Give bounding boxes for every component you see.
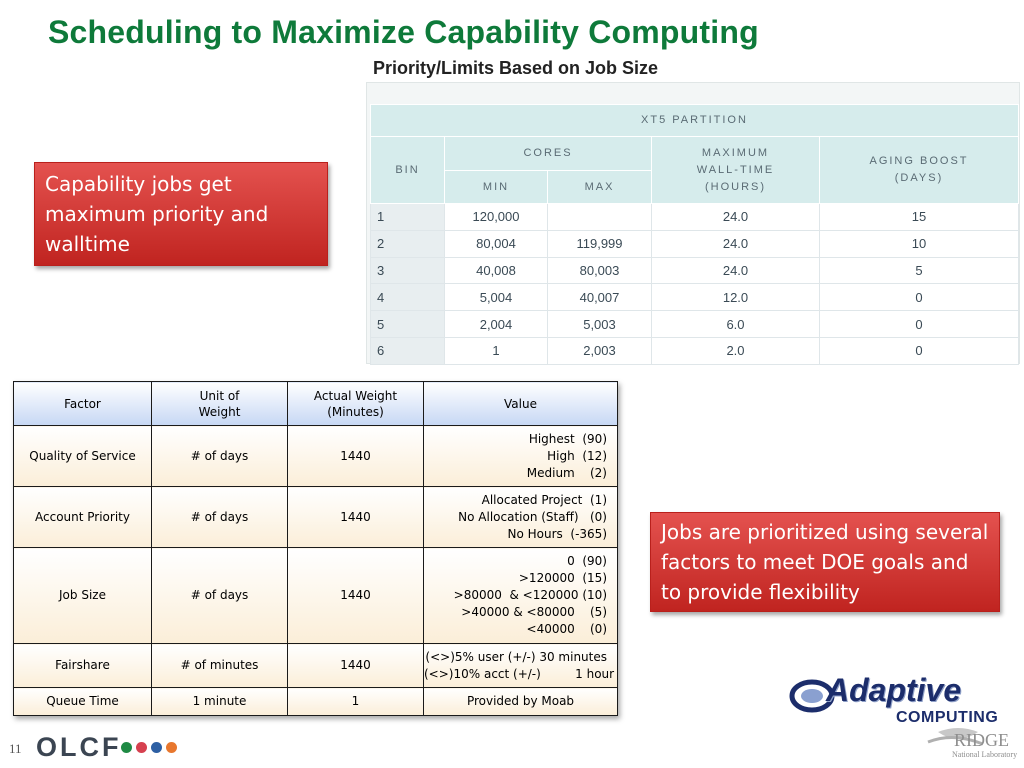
value-cell: Provided by Moab: [424, 688, 618, 716]
value-line: High (12): [547, 448, 607, 463]
unit-cell: # of days: [152, 426, 288, 487]
bin-cell: 4: [371, 284, 445, 311]
bin-header: BIN: [371, 137, 445, 204]
logo-dot-red: [136, 742, 147, 753]
value-cell: [424, 548, 618, 644]
value-line: >120000 (15): [518, 571, 607, 585]
bin-cell: 1: [371, 204, 445, 231]
aging-header-line1: AGING BOOST: [869, 155, 969, 167]
factor-cell: Fairshare: [14, 644, 152, 688]
unit-cell: 1 minute: [152, 688, 288, 716]
walltime-cell: 2.0: [652, 337, 820, 364]
walltime-header-line1: MAXIMUM: [701, 146, 770, 159]
min-cell: 80,004: [445, 230, 548, 257]
table-row: [371, 311, 1019, 338]
weight-header-line1: Actual Weight: [313, 388, 398, 403]
priority-table-heading: Priority/Limits Based on Job Size: [373, 58, 659, 78]
olcf-logo: OLCF: [36, 732, 122, 762]
adaptive-logo-word: Adaptive: [826, 672, 962, 708]
weight-cell: 1440: [288, 548, 424, 644]
table-row: [371, 284, 1019, 311]
cores-max-header: MAX: [548, 171, 652, 204]
ornl-logo-word: RIDGE: [954, 730, 1009, 750]
value-line: Highest (90): [528, 431, 607, 446]
factors-callout: Jobs are prioritized using several factors to meet DOE goals and to provide flexibility: [650, 512, 1000, 612]
factor-cell: Quality of Service: [14, 426, 152, 487]
table-row: [371, 337, 1019, 364]
partition-header: XT5 PARTITION: [371, 105, 1019, 137]
aging-header: [820, 137, 1019, 204]
min-cell: 5,004: [445, 284, 548, 311]
table-row: [14, 548, 618, 644]
walltime-cell: 12.0: [652, 284, 820, 311]
value-cell: [424, 644, 618, 688]
value-line: 0 (90): [567, 554, 607, 568]
walltime-header-line3: (HOURS): [704, 180, 767, 193]
bin-cell: 5: [371, 311, 445, 338]
walltime-cell: 6.0: [652, 311, 820, 338]
unit-header-line1: Unit of: [199, 388, 240, 403]
unit-cell: # of days: [152, 487, 288, 548]
weight-cell: 1440: [288, 487, 424, 548]
bin-cell: 6: [371, 337, 445, 364]
factor-header: Factor: [14, 382, 152, 426]
walltime-cell: 24.0: [652, 257, 820, 284]
walltime-cell: 24.0: [652, 204, 820, 231]
value-line: Medium (2): [526, 465, 607, 480]
factor-cell: Account Priority: [14, 487, 152, 548]
max-cell: [548, 204, 652, 231]
value-cell: [424, 487, 618, 548]
weight-header-line2: (Minutes): [327, 404, 384, 419]
weight-cell: 1: [288, 688, 424, 716]
cores-header: CORES: [445, 137, 652, 171]
factor-cell: Job Size: [14, 548, 152, 644]
value-line: (<>)10% acct (+/-) 1 hour: [424, 666, 615, 681]
aging-cell: 15: [820, 204, 1019, 231]
value-header: Value: [424, 382, 618, 426]
walltime-cell: 24.0: [652, 230, 820, 257]
unit-cell: # of minutes: [152, 644, 288, 688]
min-cell: 1: [445, 337, 548, 364]
aging-header-line2: (DAYS): [894, 172, 944, 184]
logo-dot-orange: [166, 742, 177, 753]
aging-cell: 5: [820, 257, 1019, 284]
max-cell: 119,999: [548, 230, 652, 257]
min-cell: 2,004: [445, 311, 548, 338]
ornl-logo-sub: National Laboratory: [952, 750, 1018, 759]
logo-dot-blue: [151, 742, 162, 753]
max-cell: 80,003: [548, 257, 652, 284]
capability-callout: Capability jobs get maximum priority and walltime: [34, 162, 328, 266]
unit-header: [152, 382, 288, 426]
unit-cell: # of days: [152, 548, 288, 644]
aging-cell: 0: [820, 337, 1019, 364]
walltime-header-line2: WALL-TIME: [696, 163, 775, 176]
table-row: [371, 257, 1019, 284]
value-line: (<>)5% user (+/-) 30 minutes: [425, 649, 607, 664]
table-row: [14, 644, 618, 688]
min-cell: 40,008: [445, 257, 548, 284]
cores-min-header: MIN: [445, 171, 548, 204]
adaptive-logo-sub: COMPUTING: [896, 709, 999, 726]
table-row: [14, 688, 618, 716]
aging-cell: 0: [820, 311, 1019, 338]
weight-header: [288, 382, 424, 426]
min-cell: 120,000: [445, 204, 548, 231]
table-row: [14, 487, 618, 548]
factor-cell: Queue Time: [14, 688, 152, 716]
value-line: >80000 & <120000 (10): [453, 588, 607, 602]
max-cell: 5,003: [548, 311, 652, 338]
value-line: <40000 (0): [526, 622, 607, 636]
value-line: Allocated Project (1): [481, 492, 607, 507]
olcf-logo-dots: [121, 742, 177, 753]
aging-cell: 10: [820, 230, 1019, 257]
max-cell: 40,007: [548, 284, 652, 311]
unit-header-line2: Weight: [198, 404, 241, 419]
table-row: [371, 230, 1019, 257]
factor-table: [13, 381, 618, 716]
bin-cell: 2: [371, 230, 445, 257]
table-row: [371, 204, 1019, 231]
priority-table: [370, 104, 1019, 365]
bin-cell: 3: [371, 257, 445, 284]
value-line: No Allocation (Staff) (0): [458, 509, 607, 524]
slide-title: Scheduling to Maximize Capability Computing: [48, 14, 759, 50]
weight-cell: 1440: [288, 426, 424, 487]
value-line: No Hours (-365): [507, 526, 607, 541]
weight-cell: 1440: [288, 644, 424, 688]
aging-cell: 0: [820, 284, 1019, 311]
page-number: 11: [9, 741, 22, 756]
max-cell: 2,003: [548, 337, 652, 364]
value-line: >40000 & <80000 (5): [461, 605, 607, 619]
value-cell: [424, 426, 618, 487]
logo-dot-green: [121, 742, 132, 753]
table-row: [14, 426, 618, 487]
walltime-header: [652, 137, 820, 204]
